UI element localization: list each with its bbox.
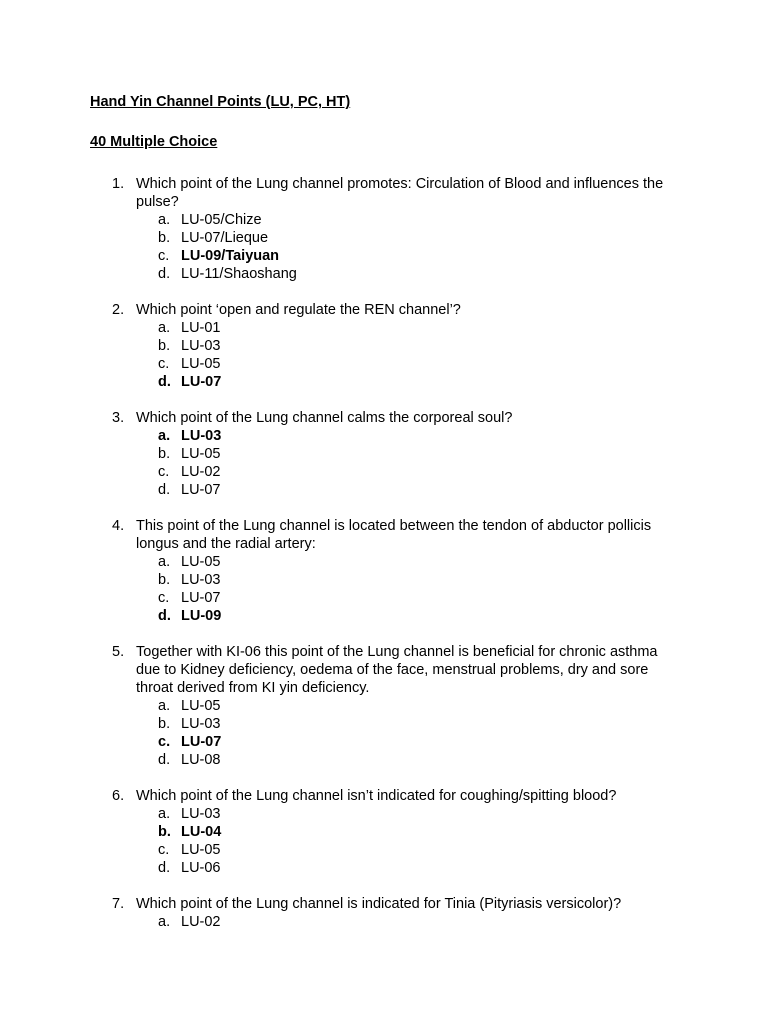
question-item [0,787,768,877]
option-letter: d. [158,266,171,282]
option-text: LU-02 [181,914,221,930]
question-item [0,301,768,391]
question-item [0,895,768,931]
option-item [0,229,768,247]
option-item [0,355,768,373]
option-text: LU-08 [181,752,221,768]
option-letter: c. [158,248,170,264]
question-text: Which point of the Lung channel isn’t indicated for coughing/spitting blood? [136,788,617,804]
option-text: LU-05 [181,698,221,714]
option-item-correct [0,373,768,391]
option-letter: b. [158,338,171,354]
option-item-correct [0,427,768,445]
question-text: Together with KI-06 this point of the Lung channel is beneficial for chronic asthma due to Kidney deficiency, oedema of the face, menstrual problems, dry and sore throat derived from KI yin deficiency. [136,644,658,696]
question-item [0,409,768,499]
option-item [0,913,768,931]
option-item [0,715,768,733]
option-item [0,571,768,589]
option-text: LU-11/Shaoshang [181,266,297,282]
option-text: LU-07/Lieque [181,230,269,246]
option-item [0,337,768,355]
option-letter: a. [158,428,171,444]
option-item [0,805,768,823]
option-letter: d. [158,860,171,876]
option-item [0,553,768,571]
question-item [0,643,768,769]
option-letter: a. [158,320,171,336]
option-text: LU-06 [181,860,221,876]
option-item-correct [0,247,768,265]
option-text: LU-07 [181,590,221,606]
option-text: LU-07 [181,482,221,498]
question-item [0,175,768,283]
option-item [0,859,768,877]
document-subtitle: 40 Multiple Choice [90,134,218,150]
option-item [0,445,768,463]
question-text: Which point of the Lung channel is indicated for Tinia (Pityriasis versicolor)? [136,896,622,912]
option-letter: b. [158,824,171,840]
option-item [0,841,768,859]
option-item-correct [0,823,768,841]
option-text: LU-05 [181,446,221,462]
option-item-correct [0,733,768,751]
option-letter: b. [158,230,171,246]
option-item [0,319,768,337]
option-letter: a. [158,806,171,822]
option-text: LU-03 [181,806,221,822]
option-text: LU-03 [181,338,221,354]
option-letter: b. [158,572,171,588]
option-item [0,751,768,769]
option-letter: a. [158,698,171,714]
option-text: LU-07 [181,374,222,390]
option-text: LU-04 [181,824,222,840]
option-letter: a. [158,212,171,228]
option-letter: c. [158,590,170,606]
question-number: 5. [112,644,125,660]
question-number: 6. [112,788,125,804]
question-text: This point of the Lung channel is located between the tendon of abductor pollicis longus and the radial artery: [136,518,652,552]
option-text: LU-03 [181,716,221,732]
option-text: LU-05/Chize [181,212,262,228]
document-title: Hand Yin Channel Points (LU, PC, HT) [90,94,351,110]
question-number: 7. [112,896,125,912]
option-item-correct [0,607,768,625]
question-text: Which point of the Lung channel promotes: Circulation of Blood and influences the pulse? [136,176,664,210]
option-text: LU-01 [181,320,221,336]
option-item [0,481,768,499]
option-letter: d. [158,608,171,624]
option-item [0,463,768,481]
option-text: LU-05 [181,554,221,570]
option-text: LU-03 [181,428,222,444]
option-letter: d. [158,752,171,768]
option-text: LU-02 [181,464,221,480]
option-text: LU-09/Taiyuan [181,248,280,264]
question-text: Which point ‘open and regulate the REN channel’? [136,302,461,318]
option-letter: d. [158,482,171,498]
option-text: LU-03 [181,572,221,588]
option-letter: b. [158,446,171,462]
option-item [0,589,768,607]
option-text: LU-07 [181,734,222,750]
option-letter: c. [158,356,170,372]
option-item [0,211,768,229]
option-text: LU-05 [181,356,221,372]
question-list [0,175,768,949]
option-text: LU-09 [181,608,222,624]
question-item [0,517,768,625]
question-number: 2. [112,302,125,318]
option-letter: a. [158,554,171,570]
option-item [0,697,768,715]
option-letter: b. [158,716,171,732]
option-letter: c. [158,842,170,858]
option-item [0,265,768,283]
question-number: 1. [112,176,125,192]
question-text: Which point of the Lung channel calms the corporeal soul? [136,410,513,426]
question-number: 3. [112,410,125,426]
option-letter: d. [158,374,171,390]
question-number: 4. [112,518,125,534]
option-letter: c. [158,734,171,750]
option-letter: a. [158,914,171,930]
option-letter: c. [158,464,170,480]
option-text: LU-05 [181,842,221,858]
